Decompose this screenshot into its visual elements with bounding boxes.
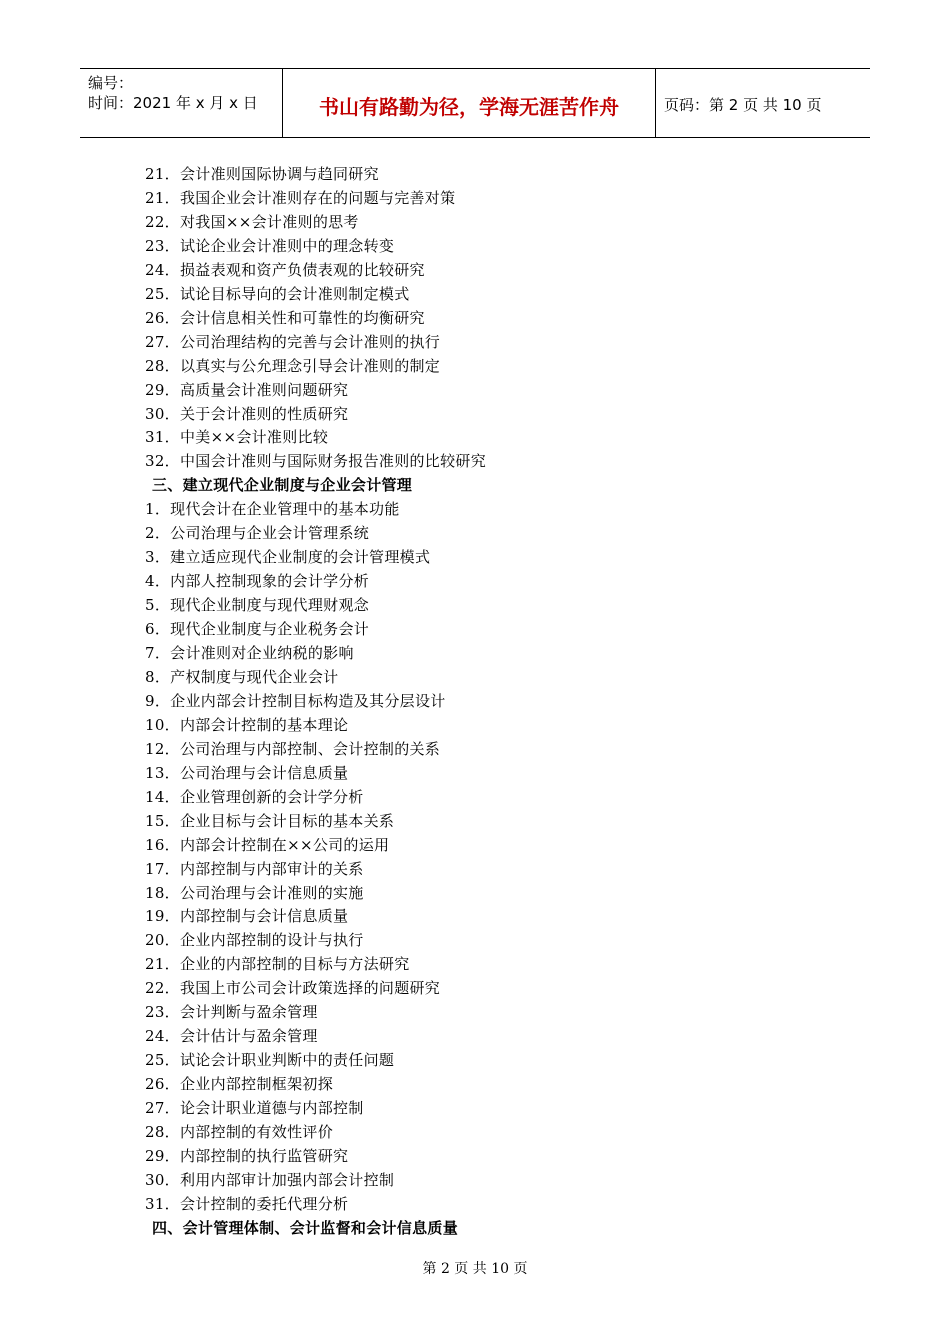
list-item: 24．损益表观和资产负债表观的比较研究 xyxy=(145,260,425,279)
section-heading: 四、会计管理体制、会计监督和会计信息质量 xyxy=(152,1218,459,1237)
list-item: 29．高质量会计准则问题研究 xyxy=(145,380,349,399)
list-item: 21．企业的内部控制的目标与方法研究 xyxy=(145,955,410,974)
list-item: 24．会计估计与盈余管理 xyxy=(145,1027,318,1046)
header-motto-cell xyxy=(282,69,656,137)
list-item: 3．建立适应现代企业制度的会计管理模式 xyxy=(145,548,431,567)
list-item: 9．企业内部会计控制目标构造及其分层设计 xyxy=(145,691,446,710)
list-item: 19．内部控制与会计信息质量 xyxy=(145,907,349,926)
list-item: 22．我国上市公司会计政策选择的问题研究 xyxy=(145,979,441,998)
list-item: 28．以真实与公允理念引导会计准则的制定 xyxy=(145,356,441,375)
list-item: 16．内部会计控制在××公司的运用 xyxy=(145,835,390,854)
list-item: 10．内部会计控制的基本理论 xyxy=(145,715,349,734)
list-item: 1．现代会计在企业管理中的基本功能 xyxy=(145,500,400,519)
motto-text: 书山有路勤为径，学海无涯苦作舟 xyxy=(319,95,619,119)
list-item: 12．公司治理与内部控制、会计控制的关系 xyxy=(145,739,441,758)
list-item: 25．试论目标导向的会计准则制定模式 xyxy=(145,284,410,303)
list-item: 5．现代企业制度与现代理财观念 xyxy=(145,596,370,615)
list-item: 29．内部控制的执行监管研究 xyxy=(145,1146,349,1165)
page-footer: 第 2 页 共 10 页 xyxy=(422,1261,528,1277)
list-item: 32．中国会计准则与国际财务报告准则的比较研究 xyxy=(145,452,486,471)
list-item: 22．对我国××会计准则的思考 xyxy=(145,212,359,231)
list-item: 30．关于会计准则的性质研究 xyxy=(145,404,349,423)
list-item: 15．企业目标与会计目标的基本关系 xyxy=(145,811,395,830)
list-item: 31．中美××会计准则比较 xyxy=(145,428,329,447)
list-item: 21．我国企业会计准则存在的问题与完善对策 xyxy=(145,188,456,207)
page-code: 页码：第 2 页 共 10 页 xyxy=(664,96,822,114)
list-item: 23．试论企业会计准则中的理念转变 xyxy=(145,236,395,255)
list-item: 31．会计控制的委托代理分析 xyxy=(145,1194,349,1213)
list-item: 8．产权制度与现代企业会计 xyxy=(145,667,339,686)
list-item: 20．企业内部控制的设计与执行 xyxy=(145,931,364,950)
list-item: 26．企业内部控制框架初探 xyxy=(145,1075,333,1094)
page-header xyxy=(80,68,870,138)
header-info-cell xyxy=(80,69,282,137)
list-item: 25．试论会计职业判断中的责任问题 xyxy=(145,1051,395,1070)
list-item: 14．企业管理创新的会计学分析 xyxy=(145,787,364,806)
list-item: 27．论会计职业道德与内部控制 xyxy=(145,1099,364,1118)
list-item: 7．会计准则对企业纳税的影响 xyxy=(145,644,354,662)
list-item: 30．利用内部审计加强内部会计控制 xyxy=(145,1170,395,1189)
section-heading: 三、建立现代企业制度与企业会计管理 xyxy=(152,476,413,495)
list-item: 17．内部控制与内部审计的关系 xyxy=(145,859,364,878)
document-number-label: 编号： xyxy=(88,74,134,92)
header-page-cell xyxy=(656,69,870,137)
list-item: 21．会计准则国际协调与趋同研究 xyxy=(145,165,379,183)
date-text: 时间：2021 年 x 月 x 日 xyxy=(88,94,258,112)
list-item: 2．公司治理与企业会计管理系统 xyxy=(145,524,370,543)
list-item: 26．会计信息相关性和可靠性的均衡研究 xyxy=(145,308,425,327)
list-item: 6．现代企业制度与企业税务会计 xyxy=(145,620,370,639)
list-item: 4．内部人控制现象的会计学分析 xyxy=(145,572,370,591)
list-item: 23．会计判断与盈余管理 xyxy=(145,1003,318,1022)
list-item: 13．公司治理与会计信息质量 xyxy=(145,763,349,782)
list-item: 18．公司治理与会计准则的实施 xyxy=(145,883,364,902)
list-item: 27．公司治理结构的完善与会计准则的执行 xyxy=(145,332,441,351)
list-item: 28．内部控制的有效性评价 xyxy=(145,1123,333,1141)
